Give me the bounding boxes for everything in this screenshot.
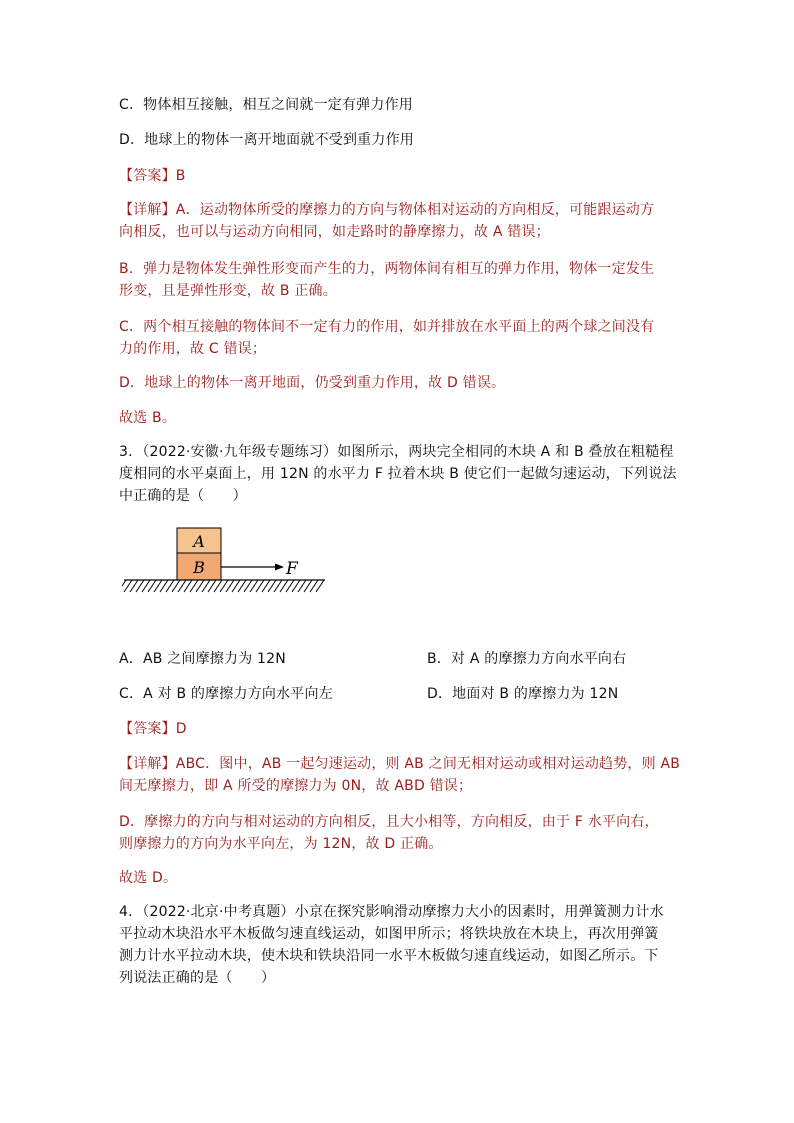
q2-detail-c	[119, 316, 679, 360]
q3-stem-line3: 中正确的是（ ）	[119, 488, 247, 504]
q3-answer: 【答案】D	[119, 721, 187, 737]
q2-option-c: C．物体相互接触，相互之间就一定有弹力作用	[119, 97, 413, 113]
q2-detail-b-line2: 形变，且是弹性形变，故 B 正确。	[119, 283, 337, 299]
q3-option-d: D．地面对 B 的摩擦力为 12N	[427, 686, 619, 702]
q3-figure	[122, 524, 332, 604]
force-arrow-head	[275, 564, 284, 571]
q2-detail-a	[119, 199, 679, 243]
q2-detail-c-line2: 力的作用，故 C 错误；	[119, 341, 267, 357]
q4-stem-line2: 平拉动木块沿水平木板做匀速直线运动，如图甲所示；将铁块放在木块上，再次用弹簧	[119, 926, 659, 942]
q3-stem	[119, 441, 679, 507]
q3-option-c: C．A 对 B 的摩擦力方向水平向左	[119, 686, 333, 702]
block-b-label: B	[193, 558, 205, 577]
q2-conclusion: 故选 B。	[119, 410, 177, 426]
force-label: F	[286, 559, 298, 579]
q3-option-b: B．对 A 的摩擦力方向水平向右	[427, 651, 627, 667]
q2-option-d: D．地球上的物体一离开地面就不受到重力作用	[119, 132, 414, 148]
q2-detail-b	[119, 258, 679, 302]
q2-detail-a-line2: 向相反，也可以与运动方向相同，如走路时的静摩擦力，故 A 错误；	[119, 224, 550, 240]
ground-hatching	[122, 580, 324, 592]
q3-detail-line1: 【详解】ABC．图中，AB 一起匀速运动，则 AB 之间无相对运动或相对运动趋势，则 AB	[119, 756, 681, 772]
q3-detail-d-line2: 则摩擦力的方向为水平向左，为 12N，故 D 正确。	[119, 836, 443, 852]
q3-detail-d-line1: D．摩擦力的方向与相对运动的方向相反，且大小相等，方向相反，由于 F 水平向右，	[119, 814, 659, 830]
block-a-label: A	[193, 532, 205, 551]
q4-stem-line1: 4．（2022·北京·中考真题）小京在探究影响滑动摩擦力大小的因素时，用弹簧测力计水	[119, 904, 664, 920]
q2-detail-d: D．地球上的物体一离开地面，仍受到重力作用，故 D 错误。	[119, 375, 506, 391]
q2-detail-c-line1: C．两个相互接触的物体间不一定有力的作用，如并排放在水平面上的两个球之间没有	[119, 319, 655, 335]
q3-option-a: A．AB 之间摩擦力为 12N	[119, 651, 286, 667]
q4-stem	[119, 901, 679, 989]
q2-detail-b-line1: B．弹力是物体发生弹性形变而产生的力，两物体间有相互的弹力作用，物体一定发生	[119, 261, 655, 277]
q3-detail-abc	[119, 753, 679, 797]
q3-stem-line2: 度相同的水平桌面上，用 12N 的水平力 F 拉着木块 B 使它们一起做匀速运动，下列说法	[119, 466, 677, 482]
q3-stem-line1: 3．（2022·安徽·九年级专题练习）如图所示，两块完全相同的木块 A 和 B 叠放在粗糙程	[119, 444, 674, 460]
q3-conclusion: 故选 D。	[119, 870, 178, 886]
blocks-force-diagram	[122, 524, 332, 600]
q2-detail-a-line1: 【详解】A．运动物体所受的摩擦力的方向与物体相对运动的方向相反，可能跟运动方	[119, 202, 655, 218]
q3-detail-d	[119, 811, 679, 855]
q3-detail-line2: 间无摩擦力，即 A 所受的摩擦力为 0N，故 ABD 错误；	[119, 778, 473, 794]
q2-answer: 【答案】B	[119, 168, 186, 184]
q4-stem-line3: 测力计水平拉动木块，使木块和铁块沿同一水平木板做匀速直线运动，如图乙所示。下	[119, 948, 659, 964]
q4-stem-line4: 列说法正确的是（ ）	[119, 970, 276, 986]
